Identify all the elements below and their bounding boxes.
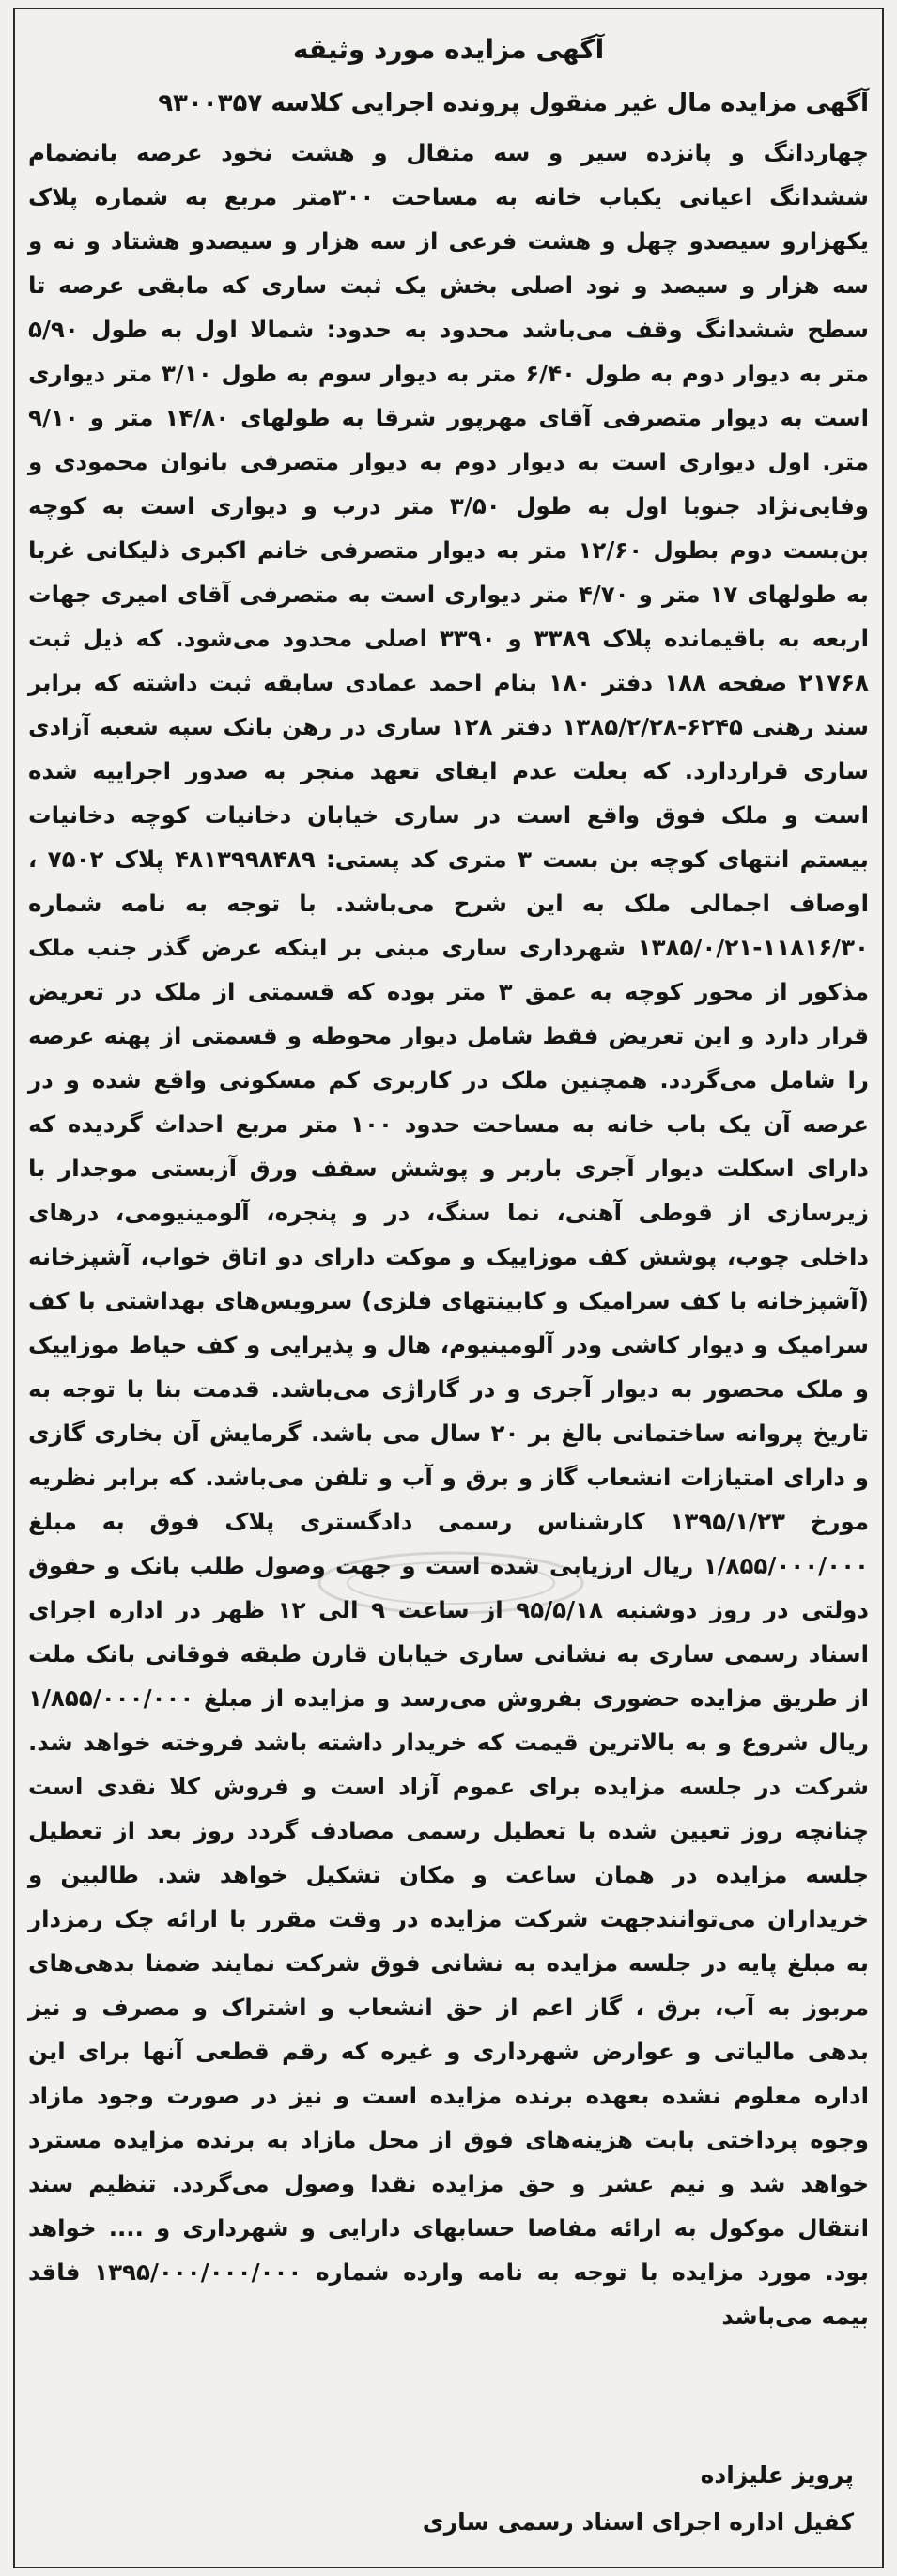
signature-title: کفیل اداره اجرای اسناد رسمی ساری (422, 2508, 854, 2536)
notice-body: چهاردانگ و پانزده سیر و سه مثقال و هشت نخود عرصه بانضمام ششدانگ اعیانی یکباب خانه به مساحت ۳۰۰متر مربع به شماره پلاک یکهزارو سیصدو چهل و هشت فرعی از سه هزار و سیصدو هشتاد و نه و سه هزار و سیصد و نود اصلی بخش یک ثبت ساری که مابقی عرصه تا سطح ششدانگ وقف می‌باشد محدود به حدود: شمالا اول به طول ۵/۹۰ متر به دیوار دوم به طول ۶/۴۰ متر به دیوار سوم به طول ۳/۱۰ متر دیواری است به دیوار متصرفی آقای مهرپور شرقا به طولهای ۱۴/۸۰ متر و ۹/۱۰ متر. اول دیواری است به دیوار دوم به دیوار متصرفی بانوان محمودی و وفایی‌نژاد جنوبا اول به طول ۳/۵۰ متر درب و دیواری است به کوچه بن‌بست دوم بطول ۱۲/۶۰ متر به دیوار متصرفی خانم اکبری ذلیکانی غربا به طولهای ۱۷ متر و ۴/۷۰ متر دیواری است به متصرفی آقای امیری جهات اربعه به باقیمانده پلاک ۳۳۸۹ و ۳۳۹۰ اصلی محدود می‌شود. که ذیل ثبت ۲۱۷۶۸ صفحه ۱۸۸ دفتر ۱۸۰ بنام احمد عمادی سابقه ثبت داشته که برابر سند رهنی ۶۲۴۵-۱۳۸۵/۲/۲۸ دفتر ۱۲۸ ساری در رهن بانک سپه شعبه آزادی ساری قراردارد. که بعلت عدم ایفای تعهد منجر به صدور اجراییه شده است و ملک فوق واقع است در ساری خیابان دخانیات کوچه دخانیات بیستم انتهای کوچه بن بست ۳ متری کد پستی: ۴۸۱۳۹۹۸۴۸۹ پلاک ۷۵۰۲ ، اوصاف اجمالی ملک به این شرح می‌باشد. با توجه به نامه شماره ۱۱۸۱۶/۳۰-۱۳۸۵/۰/۲۱ شهرداری ساری مبنی بر اینکه عرض گذر جنب ملک مذکور از محور کوچه به عمق ۳ متر بوده که قسمتی از ملک در تعریض قرار دارد و این تعریض فقط شامل دیوار محوطه و قسمتی از پهنه عرصه را شامل می‌گردد. همچنین ملک در کاربری کم مسکونی واقع شده و در عرصه آن یک باب خانه به مساحت حدود ۱۰۰ متر مربع احداث گردیده که دارای اسکلت دیوار آجری باربر و پوشش سقف ورق آزبستی موجدار با زیرسازی از قوطی آهنی، نما سنگ، در و پنجره، آلومینیومی، درهای داخلی چوب، پوشش کف موزاییک و موکت دارای دو اتاق خواب، آشپزخانه (آشپزخانه با کف سرامیک و کابینتهای فلزی) سرویس‌های بهداشتی با کف سرامیک و دیوار کاشی ودر آلومینیوم، هال و پذیرایی و کف حیاط موزاییک و ملک محصور به دیوار آجری و در گاراژی می‌باشد. قدمت بنا با توجه به تاریخ پروانه ساختمانی بالغ بر ۲۰ سال می باشد. گرمایش آن بخاری گازی و دارای امتیازات انشعاب گاز و برق و آب و تلفن می‌باشد. که برابر نظریه مورخ ۱۳۹۵/۱/۲۳ کارشناس رسمی دادگستری پلاک فوق به مبلغ ۱/۸۵۵/۰۰۰/۰۰۰ ریال ارزیابی شده است و جهت وصول طلب بانک و حقوق دولتی در روز دوشنبه ۹۵/۵/۱۸ از ساعت ۹ الی ۱۲ ظهر در اداره اجرای اسناد رسمی ساری به نشانی ساری خیابان قارن طبقه فوقانی بانک ملت از طریق مزایده حضوری بفروش می‌رسد و مزایده از مبلغ ۱/۸۵۵/۰۰۰/۰۰۰ ریال شروع و به بالاترین قیمت که خریدار داشته باشد فروخته خواهد شد. شرکت در جلسه مزایده برای عموم آزاد است و فروش کلا نقدی است چنانچه روز تعیین شده با تعطیل رسمی مصادف گردد روز بعد از تعطیل جلسه مزایده در همان ساعت و مکان تشکیل خواهد شد. طالبین و خریداران می‌توانندجهت شرکت مزایده در وقت مقرر با ارائه چک رمزدار به مبلغ پایه در جلسه مزایده به نشانی فوق شرکت نمایند ضمنا بدهی‌های مربوز به آب، برق ، گاز اعم از حق انشعاب و اشتراک و مصرف و نیز بدهی مالیاتی و عوارض شهرداری و غیره که رقم قطعی آنها برای این اداره معلوم نشده بعهده برنده مزایده است و نیز در صورت وجود مازاد وجوه پرداختی بابت هزینه‌های فوق از محل مازاد به برنده مزایده مسترد خواهد شد و نیم عشر و حق مزایده نقدا وصول می‌گردد. تنظیم سند انتقال موکول به ارائه مفاصا حسابهای دارایی و شهرداری و .... خواهد بود. مورد مزایده با توجه به نامه وارده شماره ۱۳۹۵/۰۰۰/۰۰۰/۰۰۰ فاقد بیمه می‌باشد (28, 139, 870, 2330)
notice-content (23, 21, 874, 2567)
notice-title: آگهی مزایده مورد وثیقه (292, 34, 605, 65)
signature-name: پرویز علیزاده (700, 2461, 854, 2489)
notice-subtitle: آگهی مزایده مال غیر منقول پرونده اجرایی کلاسه ۹۳۰۰۳۵۷ (158, 89, 869, 117)
signature-block (423, 2452, 854, 2546)
